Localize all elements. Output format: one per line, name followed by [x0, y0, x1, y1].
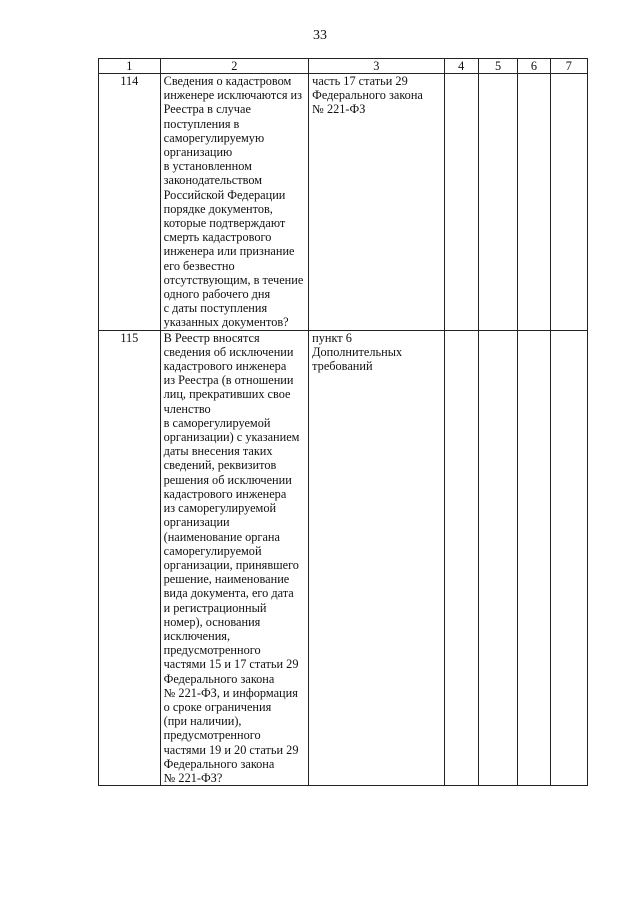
header-col-4: 4	[444, 59, 478, 74]
answer-yes-cell	[444, 330, 478, 786]
question-line: законодательством	[163, 173, 263, 188]
reference-line: Дополнительных	[312, 344, 403, 359]
question-line: вида документа, его дата	[163, 586, 294, 601]
question-line: которые подтверждают	[163, 216, 286, 231]
answer-no-cell	[478, 330, 517, 786]
row-number: 115	[99, 330, 161, 786]
reference-line: часть 17 статьи 29	[312, 74, 408, 88]
question-line: из саморегулируемой	[163, 501, 277, 516]
question-line: кадастрового инженера	[163, 359, 287, 374]
question-line: поступления в	[163, 116, 240, 131]
legal-reference-cell	[309, 74, 444, 331]
question-line: исключения,	[163, 628, 231, 643]
question-line: (при наличии),	[163, 714, 242, 729]
note-cell	[550, 330, 587, 786]
question-cell	[160, 74, 309, 331]
reference-line: требований	[312, 359, 373, 374]
reference-line: № 221-ФЗ	[312, 102, 366, 117]
question-line: порядке документов,	[163, 201, 273, 216]
legal-reference-cell	[309, 330, 444, 786]
question-line: № 221-ФЗ, и информация	[163, 685, 298, 700]
question-line: сведений, реквизитов	[163, 458, 277, 473]
header-col-2: 2	[160, 59, 309, 74]
question-line: Российской Федерации	[163, 187, 286, 202]
header-row	[99, 59, 588, 74]
question-line: организации	[163, 515, 230, 530]
question-line: отсутствующим, в течение	[163, 272, 304, 287]
question-line: решение, наименование	[163, 572, 290, 587]
question-line: членство	[163, 401, 211, 416]
page-number: 33	[313, 28, 327, 43]
table-row	[99, 330, 588, 786]
question-line: даты внесения таких	[163, 444, 273, 459]
question-line: (наименование органа	[163, 529, 280, 544]
question-line: саморегулируемой	[163, 543, 262, 558]
table-row	[99, 74, 588, 331]
question-line: Федерального закона	[163, 756, 275, 771]
question-line: с даты поступления	[163, 301, 268, 316]
answer-yes-cell	[444, 74, 478, 331]
header-col-5: 5	[478, 59, 517, 74]
question-line: в установленном	[163, 159, 252, 174]
question-line: № 221-ФЗ?	[163, 770, 223, 785]
question-line: указанных документов?	[163, 315, 289, 330]
question-line: организации, принявшего	[163, 557, 299, 572]
question-line: Сведения о кадастровом	[163, 74, 292, 88]
question-line: В Реестр вносятся	[163, 330, 260, 345]
header-col-1: 1	[99, 59, 161, 74]
question-line: частями 19 и 20 статьи 29	[163, 742, 299, 757]
question-cell	[160, 330, 309, 786]
answer-no-cell	[478, 74, 517, 331]
question-line: его безвестно	[163, 258, 235, 273]
header-col-6: 6	[518, 59, 550, 74]
question-line: номер), основания	[163, 614, 261, 629]
question-line: лиц, прекративших свое	[163, 387, 291, 402]
question-line: Федерального закона	[163, 671, 275, 686]
checklist-table	[98, 58, 588, 786]
question-line: саморегулируемую	[163, 130, 265, 145]
question-line: инженере исключаются из	[163, 88, 302, 103]
question-line: из Реестра (в отношении	[163, 373, 294, 388]
not-applicable-cell	[518, 74, 550, 331]
question-line: решения об исключении	[163, 472, 292, 487]
not-applicable-cell	[518, 330, 550, 786]
question-line: частями 15 и 17 статьи 29	[163, 657, 299, 672]
header-col-7: 7	[550, 59, 587, 74]
question-line: Реестра в случае	[163, 102, 251, 117]
question-line: организации) с указанием	[163, 430, 300, 445]
row-number: 114	[99, 74, 161, 331]
question-line: кадастрового инженера	[163, 486, 287, 501]
question-line: одного рабочего дня	[163, 287, 271, 302]
reference-line: пункт 6	[312, 330, 352, 345]
note-cell	[550, 74, 587, 331]
question-line: организацию	[163, 145, 233, 160]
question-line: сведения об исключении	[163, 344, 294, 359]
question-line: о сроке ограничения	[163, 699, 272, 714]
question-line: предусмотренного	[163, 643, 261, 658]
question-line: и регистрационный	[163, 600, 267, 615]
question-line: инженера или признание	[163, 244, 295, 259]
reference-line: Федерального закона	[312, 88, 423, 103]
question-line: предусмотренного	[163, 728, 261, 743]
question-line: в саморегулируемой	[163, 415, 271, 430]
header-col-3: 3	[309, 59, 444, 74]
question-line: смерть кадастрового	[163, 230, 272, 245]
